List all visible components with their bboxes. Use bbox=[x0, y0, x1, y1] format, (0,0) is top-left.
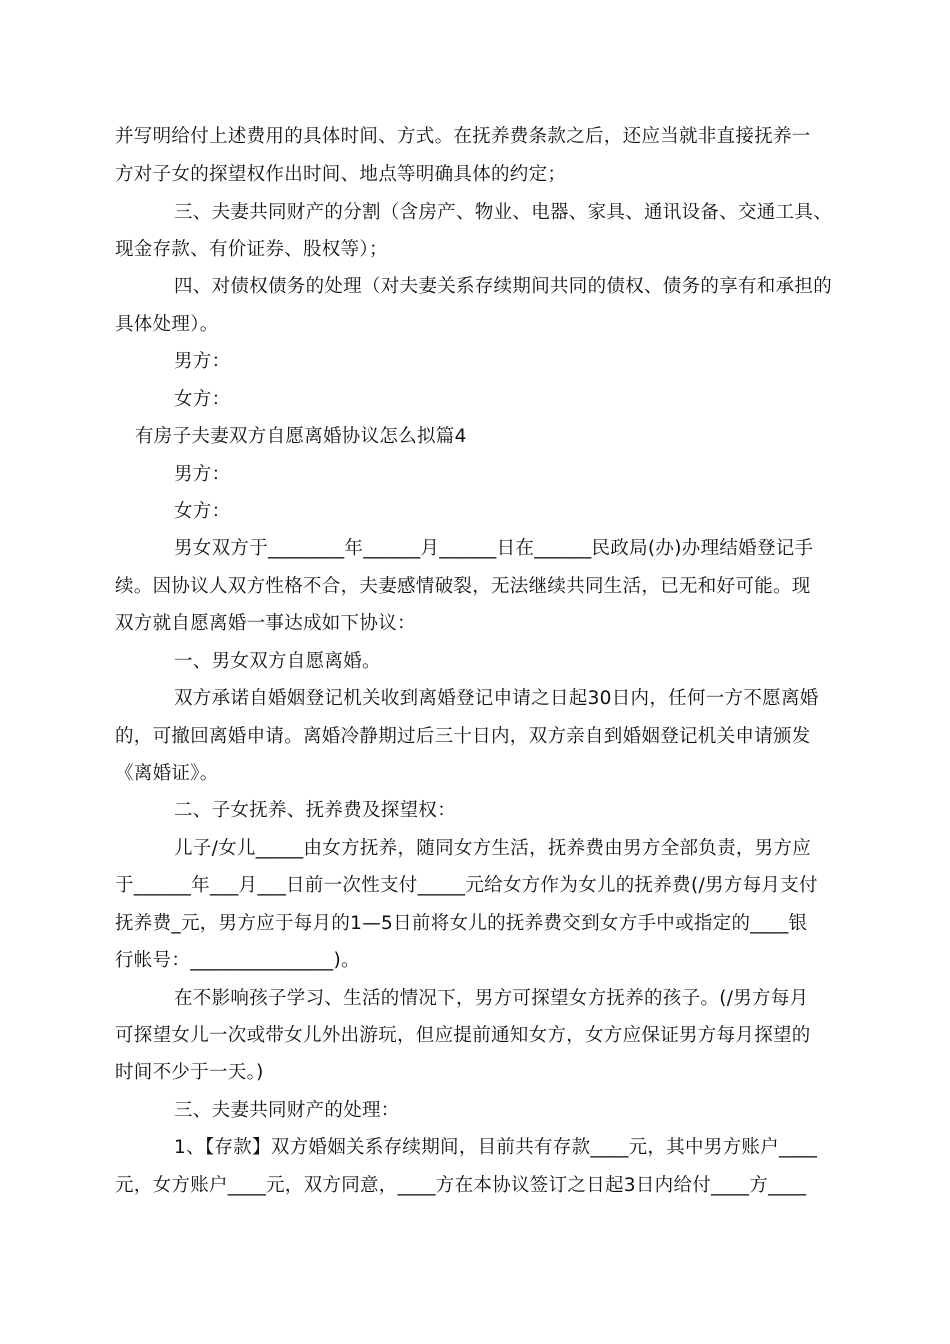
female-party-label: 女方： bbox=[174, 389, 231, 410]
paragraph-line: 方对子女的探望权作出时间、地点等明确具体的约定； bbox=[115, 164, 567, 185]
clause-one-heading: 一、男女双方自愿离婚。 bbox=[174, 651, 381, 672]
paragraph-line: 时间不少于一天。) bbox=[115, 1062, 264, 1083]
paragraph-line: 抚养费_元，男方应于每月的1—5日前将女儿的抚养费交到女方手中或指定的____银 bbox=[115, 913, 808, 934]
paragraph-line: 男女双方于________年______月______日在______民政局(办)办理结婚登记手 bbox=[174, 538, 814, 559]
paragraph-line: 的，可撤回离婚申请。离婚冷静期过后三十日内，双方亲自到婚姻登记机关申请颁发 bbox=[115, 726, 811, 747]
paragraph-line: 儿子/女儿_____由女方抚养，随同女方生活，抚养费由男方全部负责，男方应 bbox=[174, 838, 812, 859]
paragraph-line: 可探望女儿一次或带女儿外出游玩，但应提前通知女方，女方应保证男方每月探望的 bbox=[115, 1025, 811, 1046]
clause-four-heading: 四、对债权债务的处理（对夫妻关系存续期间共同的债权、债务的享有和承担的 bbox=[174, 276, 833, 297]
paragraph-line: 《离婚证》。 bbox=[115, 763, 219, 784]
clause-two-heading: 二、子女抚养、抚养费及探望权： bbox=[174, 800, 457, 821]
paragraph-line: 续。因协议人双方性格不合，夫妻感情破裂，无法继续共同生活，已无和好可能。现 bbox=[115, 576, 811, 597]
clause-three-heading: 三、夫妻共同财产的分割（含房产、物业、电器、家具、通讯设备、交通工具、 bbox=[174, 202, 833, 223]
paragraph-line: 1、【存款】双方婚姻关系存续期间，目前共有存款____元，其中男方账户____ bbox=[174, 1137, 818, 1158]
clause-three-heading: 三、夫妻共同财产的处理： bbox=[174, 1100, 400, 1121]
paragraph-line: 于______年___月___日前一次性支付_____元给女方作为女儿的抚养费(/男方每月支付 bbox=[115, 875, 818, 896]
male-party-label: 男方： bbox=[174, 464, 231, 485]
paragraph-line: 现金存款、有价证券、股权等）； bbox=[115, 239, 388, 260]
paragraph-line: 行帐号：_______________)。 bbox=[115, 950, 360, 971]
paragraph-line: 并写明给付上述费用的具体时间、方式。在抚养费条款之后，还应当就非直接抚养一 bbox=[115, 126, 811, 147]
male-party-label: 男方： bbox=[174, 351, 231, 372]
paragraph-line: 具体处理）。 bbox=[115, 314, 219, 335]
paragraph-line: 双方承诺自婚姻登记机关收到离婚登记申请之日起30日内，任何一方不愿离婚 bbox=[174, 688, 819, 709]
section-title: 有房子夫妻双方自愿离婚协议怎么拟篇4 bbox=[135, 426, 467, 447]
female-party-label: 女方： bbox=[174, 501, 231, 522]
paragraph-line: 在不影响孩子学习、生活的情况下，男方可探望女方抚养的孩子。(/男方每月 bbox=[174, 988, 809, 1009]
paragraph-line: 元，女方账户____元，双方同意，____方在本协议签订之日起3日内给付____方____ bbox=[115, 1175, 807, 1196]
paragraph-line: 双方就自愿离婚一事达成如下协议： bbox=[115, 613, 416, 634]
